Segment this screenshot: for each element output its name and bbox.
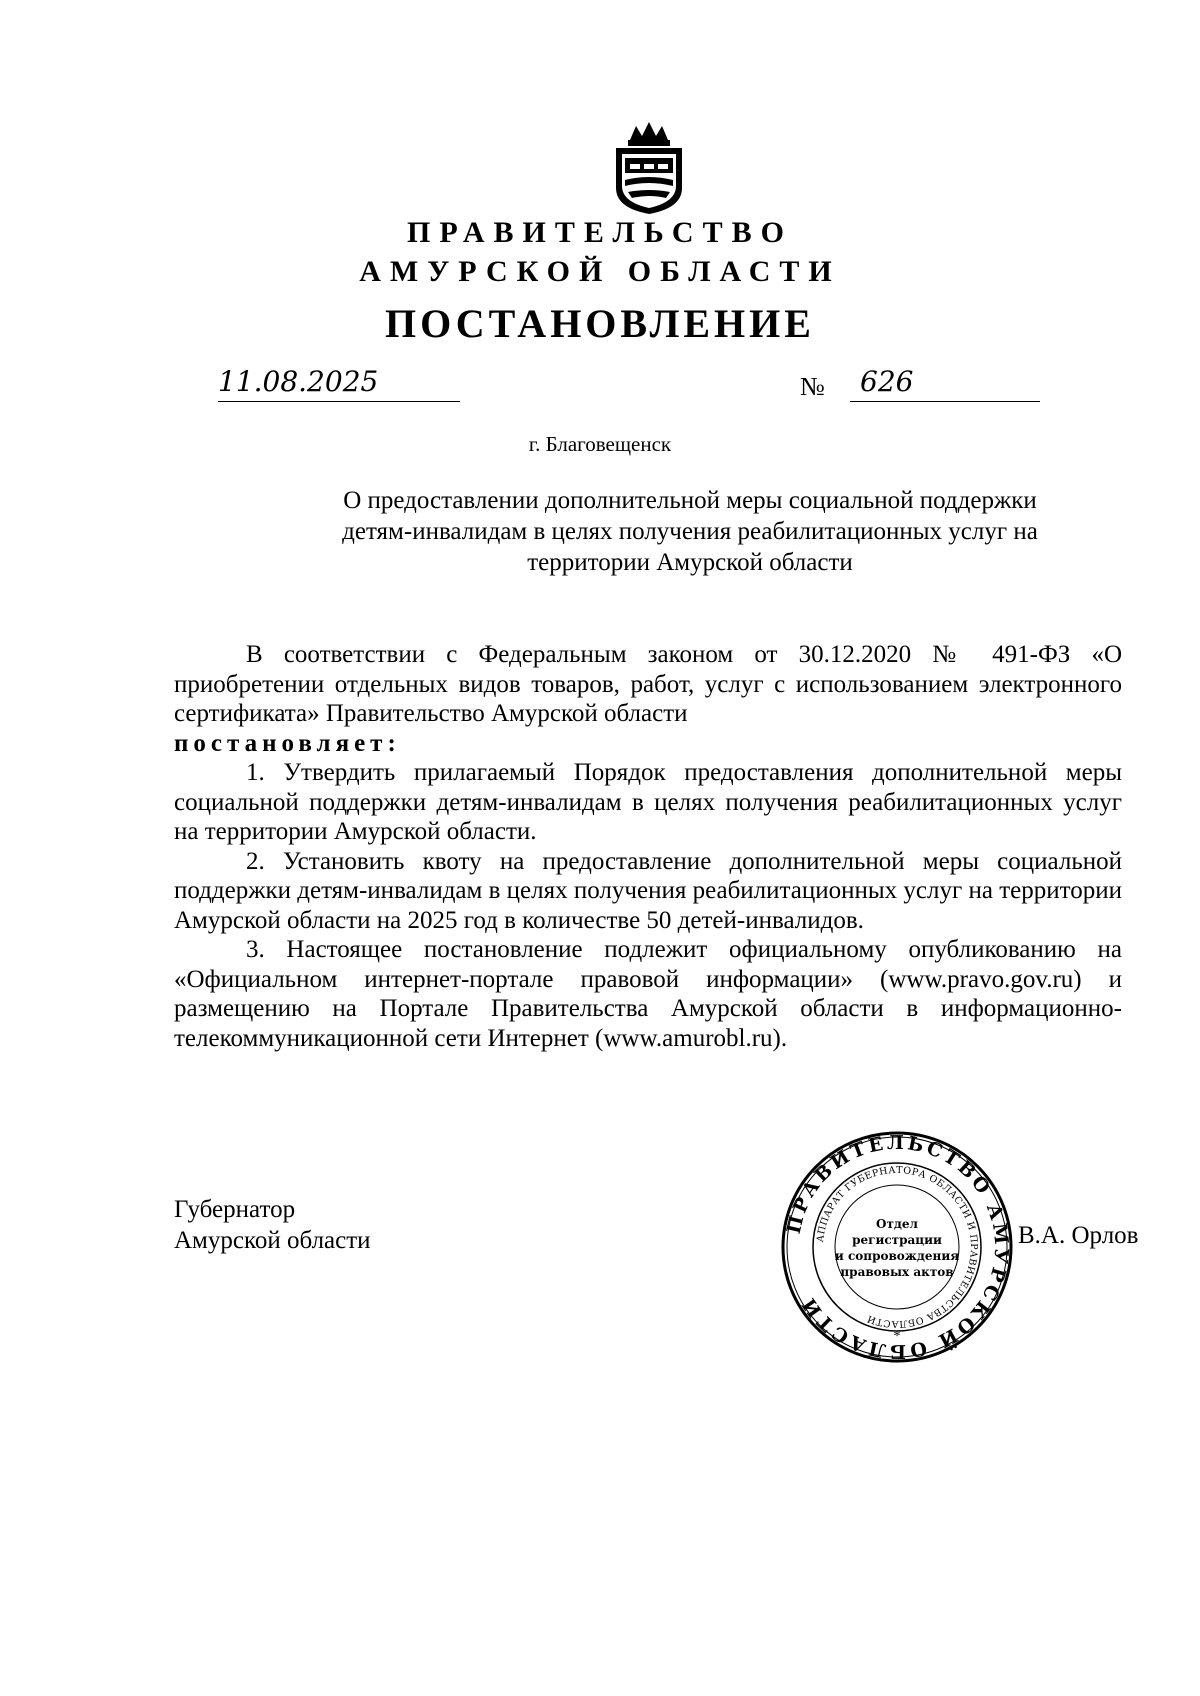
subject-line2: детям-инвалидам в целях получения реабилитационных услуг на <box>342 518 1038 545</box>
item-2-paragraph: 2. Установить квоту на предоставление дополнительной меры социальной поддержки детям-инвалидам в целях получения реабилитационных услуг на территории Амурской области на 2025 год в количестве 50 детей-инвалидов. <box>174 847 1122 934</box>
stamp-center-line2: регистрации <box>852 1233 942 1247</box>
stamp-inner-text: АППАРАТ ГУБЕРНАТОРА ОБЛАСТИ И ПРАВИТЕЛЬСТВА ОБЛАСТИ <box>815 1164 980 1330</box>
document-date: 11.08.2025 <box>218 365 379 398</box>
resolves-word: постановляет: <box>174 729 401 757</box>
subject-line1: О предоставлении дополнительной меры социальной поддержки <box>343 487 1037 514</box>
item-3-paragraph: 3. Настоящее постановление подлежит официальному опубликованию на «Официальном интернет-портале правовой информации» (www.pravo.gov.ru) и размещению на Портале Правительства Амурской области в информационно-телекоммуникационной сети Интернет (www.amurobl.ru). <box>174 936 1122 1052</box>
coat-of-arms-emblem <box>608 118 690 216</box>
document-type-title: ПОСТАНОВЛЕНИЕ <box>385 301 815 346</box>
number-sign: № <box>800 372 825 401</box>
stamp-center-line4: правовых актов <box>840 1265 954 1279</box>
government-name-line1: ПРАВИТЕЛЬСТВО <box>407 216 793 249</box>
date-underline <box>218 401 460 402</box>
signatory-position-line1: Губернатор <box>174 1196 296 1223</box>
item-1-paragraph: 1. Утвердить прилагаемый Порядок предоставления дополнительной меры социальной поддержки детям-инвалидам в целях получения реабилитационных услуг на территории Амурской области. <box>174 759 1122 845</box>
subject-line3: территории Амурской области <box>527 549 853 576</box>
signatory-name: В.А. Орлов <box>1018 1222 1139 1249</box>
number-underline <box>850 401 1040 402</box>
document-body <box>174 640 1122 1053</box>
official-stamp <box>780 1130 1014 1364</box>
government-name-line2: АМУРСКОЙ ОБЛАСТИ <box>359 255 841 288</box>
signatory-position-line2: Амурской области <box>174 1227 371 1254</box>
stamp-outer-text: ПРАВИТЕЛЬСТВО АМУРСКОЙ ОБЛАСТИ <box>782 1131 1013 1363</box>
signatory-position <box>174 1194 371 1256</box>
document-subject <box>290 485 1090 578</box>
stamp-star-icon: * <box>893 1329 901 1344</box>
stamp-center-line1: Отдел <box>876 1217 918 1231</box>
stamp-center-line3: и сопровождения <box>834 1249 960 1263</box>
document-number: 626 <box>860 365 914 398</box>
city-name: г. Благовещенск <box>528 432 672 456</box>
preamble-paragraph: В соответствии с Федеральным законом от 30.12.2020 № 491-ФЗ «О приобретении отдельных видов товаров, работ, услуг с использованием электронного сертификата» Правительство Амурской области <box>174 641 1122 727</box>
